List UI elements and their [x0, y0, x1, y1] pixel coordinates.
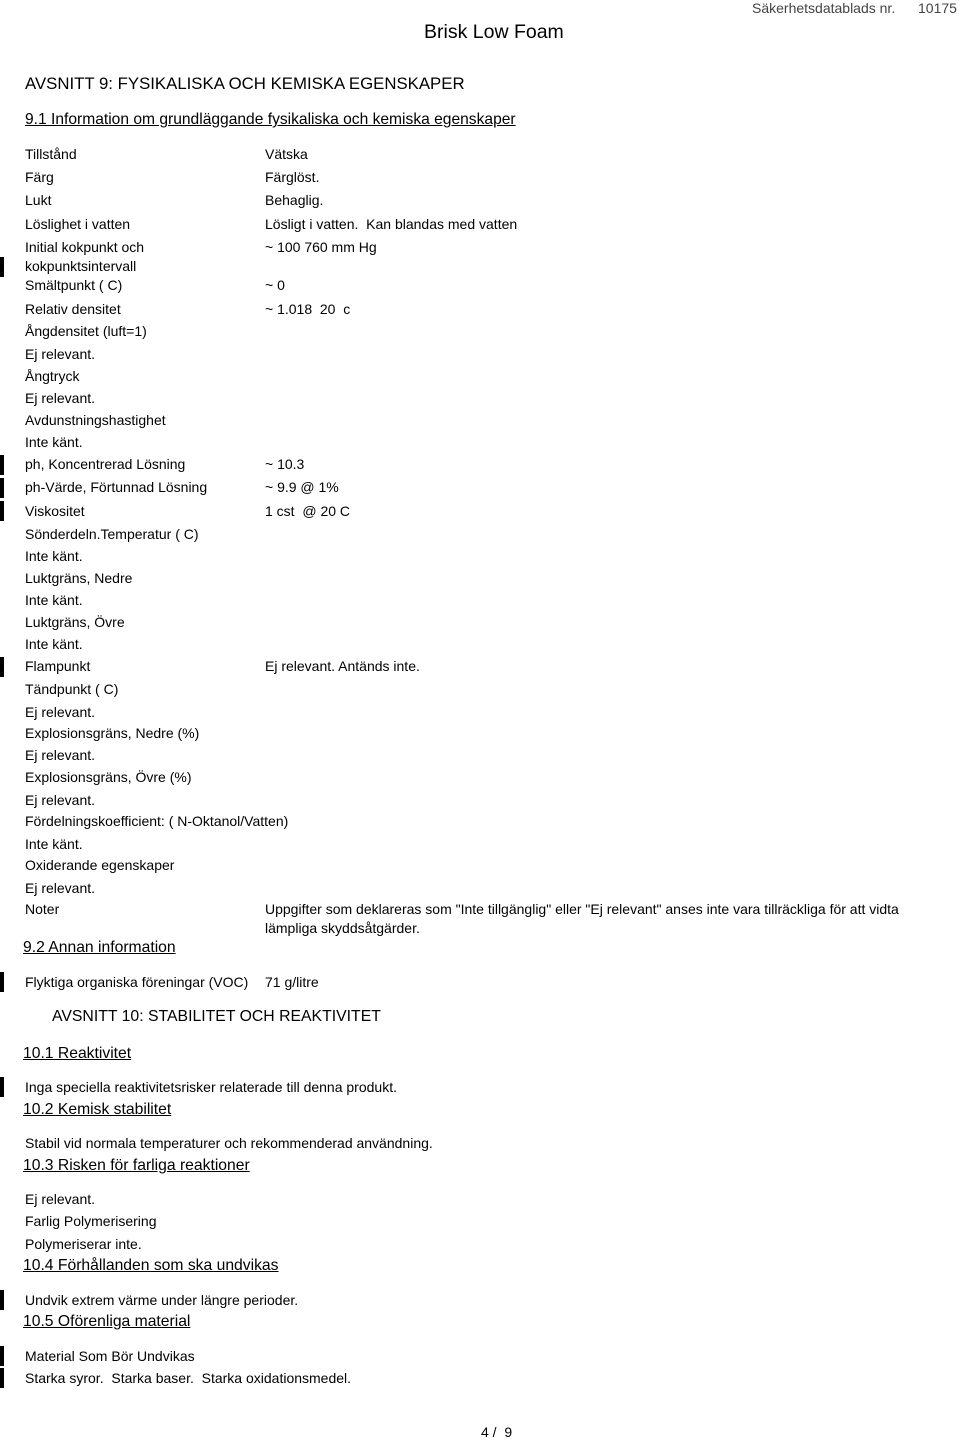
voc-label: Flyktiga organiska föreningar (VOC) — [25, 974, 249, 990]
property-value: ~ 0 — [265, 277, 285, 293]
property-label: Sönderdeln.Temperatur ( C) — [25, 526, 199, 542]
revision-bar — [0, 972, 4, 992]
property-label: Lukt — [25, 192, 52, 208]
subsection-9-2-heading: 9.2 Annan information — [23, 939, 176, 956]
property-value: Ej relevant. Antänds inte. — [265, 658, 420, 674]
property-label: Luktgräns, Nedre — [25, 570, 133, 586]
subsection-text: Ej relevant. — [25, 1191, 96, 1207]
property-value: Inte känt. — [25, 636, 83, 652]
subsection-10-2-heading: 10.2 Kemisk stabilitet — [23, 1101, 172, 1118]
revision-bar — [0, 455, 4, 475]
property-label: Flampunkt — [25, 658, 91, 674]
property-value: Lösligt i vatten. Kan blandas med vatten — [265, 216, 518, 232]
subsection-9-1-heading: 9.1 Information om grundläggande fysikaliska och kemiska egenskaper — [25, 111, 516, 128]
property-value: Ej relevant. — [25, 792, 96, 808]
product-name-title: Brisk Low Foam — [424, 21, 564, 43]
property-value: Behaglig. — [265, 192, 324, 208]
revision-bar — [0, 1368, 4, 1388]
property-value: Färglöst. — [265, 169, 320, 185]
notes-text-line: Uppgifter som deklareras som "Inte tillgänglig" eller "Ej relevant" anses inte vara tillräckliga för att vidta — [265, 901, 899, 917]
section-9-title: AVSNITT 9: FYSIKALISKA OCH KEMISKA EGENSKAPER — [25, 74, 465, 93]
property-label: Luktgräns, Övre — [25, 614, 125, 630]
property-label: Explosionsgräns, Övre (%) — [25, 769, 192, 785]
notes-text-line: lämpliga skyddsåtgärder. — [265, 920, 420, 936]
property-value: Inte känt. — [25, 592, 83, 608]
revision-bar — [0, 1077, 4, 1097]
property-label: Fördelningskoefficient: ( N-Oktanol/Vatten) — [25, 813, 289, 829]
property-value: Ej relevant. — [25, 704, 96, 720]
property-label: Initial kokpunkt och — [25, 239, 145, 255]
revision-bar — [0, 657, 4, 677]
revision-bar — [0, 257, 4, 277]
voc-value: 71 g/litre — [265, 974, 319, 990]
subsection-text: Stabil vid normala temperaturer och rekommenderad användning. — [25, 1135, 433, 1151]
subsection-text: Material Som Bör Undvikas — [25, 1348, 195, 1364]
subsection-10-3-heading: 10.3 Risken för farliga reaktioner — [23, 1157, 250, 1174]
subsection-10-5-heading: 10.5 Oförenliga material — [23, 1313, 191, 1330]
revision-bar — [0, 478, 4, 498]
property-value: Inte känt. — [25, 548, 83, 564]
property-value: Ej relevant. — [25, 346, 96, 362]
notes-label: Noter — [25, 901, 60, 917]
property-label: Tillstånd — [25, 146, 77, 162]
property-label: Löslighet i vatten — [25, 216, 131, 232]
property-label: Relativ densitet — [25, 301, 121, 317]
property-label: Explosionsgräns, Nedre (%) — [25, 725, 200, 741]
property-value: Ej relevant. — [25, 880, 96, 896]
sds-number: 10175 — [918, 0, 957, 16]
property-value: Inte känt. — [25, 836, 83, 852]
property-value: Vätska — [265, 146, 308, 162]
subsection-10-4-heading: 10.4 Förhållanden som ska undvikas — [23, 1257, 279, 1274]
subsection-text: Polymeriserar inte. — [25, 1236, 142, 1252]
property-label: Viskositet — [25, 503, 85, 519]
revision-bar — [0, 501, 4, 521]
property-label: Färg — [25, 169, 54, 185]
property-label: Ångtryck — [25, 368, 80, 384]
property-label: Smältpunkt ( C) — [25, 277, 123, 293]
property-label-continued: kokpunktsintervall — [25, 258, 137, 274]
subsection-text: Farlig Polymerisering — [25, 1213, 157, 1229]
property-label: ph, Koncentrerad Lösning — [25, 456, 186, 472]
property-label: Tändpunkt ( C) — [25, 681, 119, 697]
property-value: Ej relevant. — [25, 390, 96, 406]
sds-number-label: Säkerhetsdatablads nr. — [752, 0, 896, 16]
page-number: 4 / 9 — [481, 1424, 513, 1440]
section-10-title: AVSNITT 10: STABILITET OCH REAKTIVITET — [52, 1008, 381, 1025]
subsection-text: Inga speciella reaktivitetsrisker relaterade till denna produkt. — [25, 1079, 397, 1095]
subsection-text: Starka syror. Starka baser. Starka oxidationsmedel. — [25, 1370, 352, 1386]
property-value: ~ 1.018 20 c — [265, 301, 351, 317]
property-label: Ångdensitet (luft=1) — [25, 323, 147, 339]
revision-bar — [0, 1290, 4, 1310]
property-value: Inte känt. — [25, 434, 83, 450]
revision-bar — [0, 1346, 4, 1366]
property-value: Ej relevant. — [25, 747, 96, 763]
property-label: Avdunstningshastighet — [25, 412, 166, 428]
subsection-10-1-heading: 10.1 Reaktivitet — [23, 1045, 132, 1062]
property-value: ~ 9.9 @ 1% — [265, 479, 339, 495]
property-label: Oxiderande egenskaper — [25, 857, 175, 873]
property-value: 1 cst @ 20 C — [265, 503, 351, 519]
property-label: ph-Värde, Förtunnad Lösning — [25, 479, 208, 495]
property-value: ~ 10.3 — [265, 456, 305, 472]
subsection-text: Undvik extrem värme under längre perioder. — [25, 1292, 299, 1308]
property-value: ~ 100 760 mm Hg — [265, 239, 377, 255]
